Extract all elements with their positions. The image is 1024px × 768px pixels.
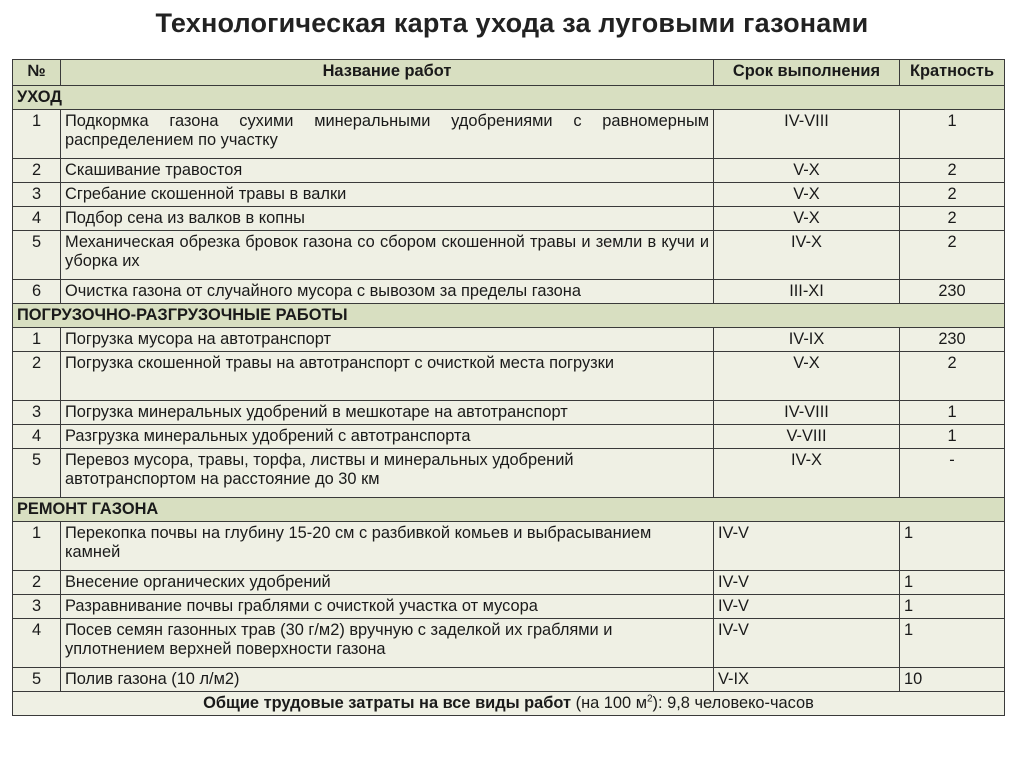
row-frequency: 1 (900, 401, 1005, 425)
row-term: V-X (714, 207, 900, 231)
total-unit-open: (на 100 м (575, 694, 647, 712)
row-work: Посев семян газонных трав (30 г/м2) вручную с заделкой их граблями и уплотнением верхней поверхности газона (61, 619, 714, 668)
section-title: ПОГРУЗОЧНО-РАЗГРУЗОЧНЫЕ РАБОТЫ (13, 304, 1005, 328)
row-work: Скашивание травостоя (61, 159, 714, 183)
row-term: IV-V (714, 619, 900, 668)
table-row (13, 401, 1005, 425)
row-frequency: 230 (900, 328, 1005, 352)
row-term: IV-V (714, 571, 900, 595)
row-work: Сгребание скошенной травы в валки (61, 183, 714, 207)
row-number: 2 (13, 352, 61, 401)
row-frequency: 2 (900, 207, 1005, 231)
row-frequency: 1 (900, 619, 1005, 668)
row-work: Перевоз мусора, травы, торфа, листвы и минеральных удобрений автотранспортом на расстояние до 30 км (61, 449, 714, 498)
row-work: Механическая обрезка бровок газона со сбором скошенной травы и земли в кучи и уборка их (61, 231, 714, 280)
table-row (13, 352, 1005, 401)
row-term: V-X (714, 159, 900, 183)
table-row (13, 619, 1005, 668)
row-term: IV-VIII (714, 110, 900, 159)
row-frequency: 2 (900, 183, 1005, 207)
row-frequency: - (900, 449, 1005, 498)
header-number: № (13, 60, 61, 86)
row-work: Разгрузка минеральных удобрений с автотранспорта (61, 425, 714, 449)
row-frequency: 1 (900, 110, 1005, 159)
row-term: IV-X (714, 449, 900, 498)
row-number: 4 (13, 619, 61, 668)
row-term: V-X (714, 183, 900, 207)
row-frequency: 1 (900, 425, 1005, 449)
total-label: Общие трудовые затраты на все виды работ (203, 694, 572, 712)
row-term: IV-V (714, 522, 900, 571)
tech-map-table (12, 59, 1005, 716)
section-row-loading (13, 304, 1005, 328)
row-work: Внесение органических удобрений (61, 571, 714, 595)
table-row (13, 110, 1005, 159)
row-work: Подкормка газона сухими минеральными удобрениями с равномерным распределением по участку (61, 110, 714, 159)
table-row (13, 425, 1005, 449)
row-work: Погрузка мусора на автотранспорт (61, 328, 714, 352)
header-frequency: Кратность (900, 60, 1005, 86)
total-value: 9,8 человеко-часов (667, 694, 814, 712)
row-number: 3 (13, 595, 61, 619)
row-work: Погрузка скошенной травы на автотранспорт с очисткой места погрузки (61, 352, 714, 401)
row-number: 6 (13, 280, 61, 304)
table-row (13, 595, 1005, 619)
row-frequency: 1 (900, 595, 1005, 619)
section-title: УХОД (13, 86, 1005, 110)
total-unit-close: ): (652, 694, 663, 712)
row-number: 5 (13, 231, 61, 280)
row-number: 3 (13, 401, 61, 425)
row-number: 1 (13, 522, 61, 571)
row-number: 2 (13, 159, 61, 183)
header-work-name: Название работ (61, 60, 714, 86)
table-header-row (13, 60, 1005, 86)
table-row (13, 183, 1005, 207)
row-number: 2 (13, 571, 61, 595)
header-term: Срок выполнения (714, 60, 900, 86)
table-row (13, 280, 1005, 304)
total-unit-sup: 2 (646, 693, 653, 705)
row-number: 3 (13, 183, 61, 207)
total-row (13, 692, 1005, 716)
section-row-repair (13, 498, 1005, 522)
table-row (13, 449, 1005, 498)
row-frequency: 2 (900, 159, 1005, 183)
table-row (13, 207, 1005, 231)
page-title: Технологическая карта ухода за луговыми газонами (155, 8, 869, 38)
row-frequency: 1 (900, 571, 1005, 595)
row-frequency: 10 (900, 668, 1005, 692)
row-term: IV-VIII (714, 401, 900, 425)
section-row-care (13, 86, 1005, 110)
row-number: 4 (13, 425, 61, 449)
row-term: V-X (714, 352, 900, 401)
table-row (13, 668, 1005, 692)
row-number: 4 (13, 207, 61, 231)
row-work: Подбор сена из валков в копны (61, 207, 714, 231)
section-title: РЕМОНТ ГАЗОНА (13, 498, 1005, 522)
table-row (13, 571, 1005, 595)
row-term: V-IX (714, 668, 900, 692)
row-work: Очистка газона от случайного мусора с вывозом за пределы газона (61, 280, 714, 304)
row-term: V-VIII (714, 425, 900, 449)
row-number: 5 (13, 668, 61, 692)
row-number: 1 (13, 110, 61, 159)
table-row (13, 328, 1005, 352)
table-row (13, 231, 1005, 280)
table-row (13, 159, 1005, 183)
row-work: Перекопка почвы на глубину 15-20 см с разбивкой комьев и выбрасыванием камней (61, 522, 714, 571)
row-frequency: 2 (900, 231, 1005, 280)
total-cell (13, 692, 1005, 716)
row-frequency: 1 (900, 522, 1005, 571)
row-term: IV-V (714, 595, 900, 619)
row-frequency: 230 (900, 280, 1005, 304)
row-work: Разравнивание почвы граблями с очисткой участка от мусора (61, 595, 714, 619)
row-term: IV-IX (714, 328, 900, 352)
table-row (13, 522, 1005, 571)
row-term: III-XI (714, 280, 900, 304)
row-work: Полив газона (10 л/м2) (61, 668, 714, 692)
row-term: IV-X (714, 231, 900, 280)
row-work: Погрузка минеральных удобрений в мешкотаре на автотранспорт (61, 401, 714, 425)
row-number: 5 (13, 449, 61, 498)
row-number: 1 (13, 328, 61, 352)
row-frequency: 2 (900, 352, 1005, 401)
